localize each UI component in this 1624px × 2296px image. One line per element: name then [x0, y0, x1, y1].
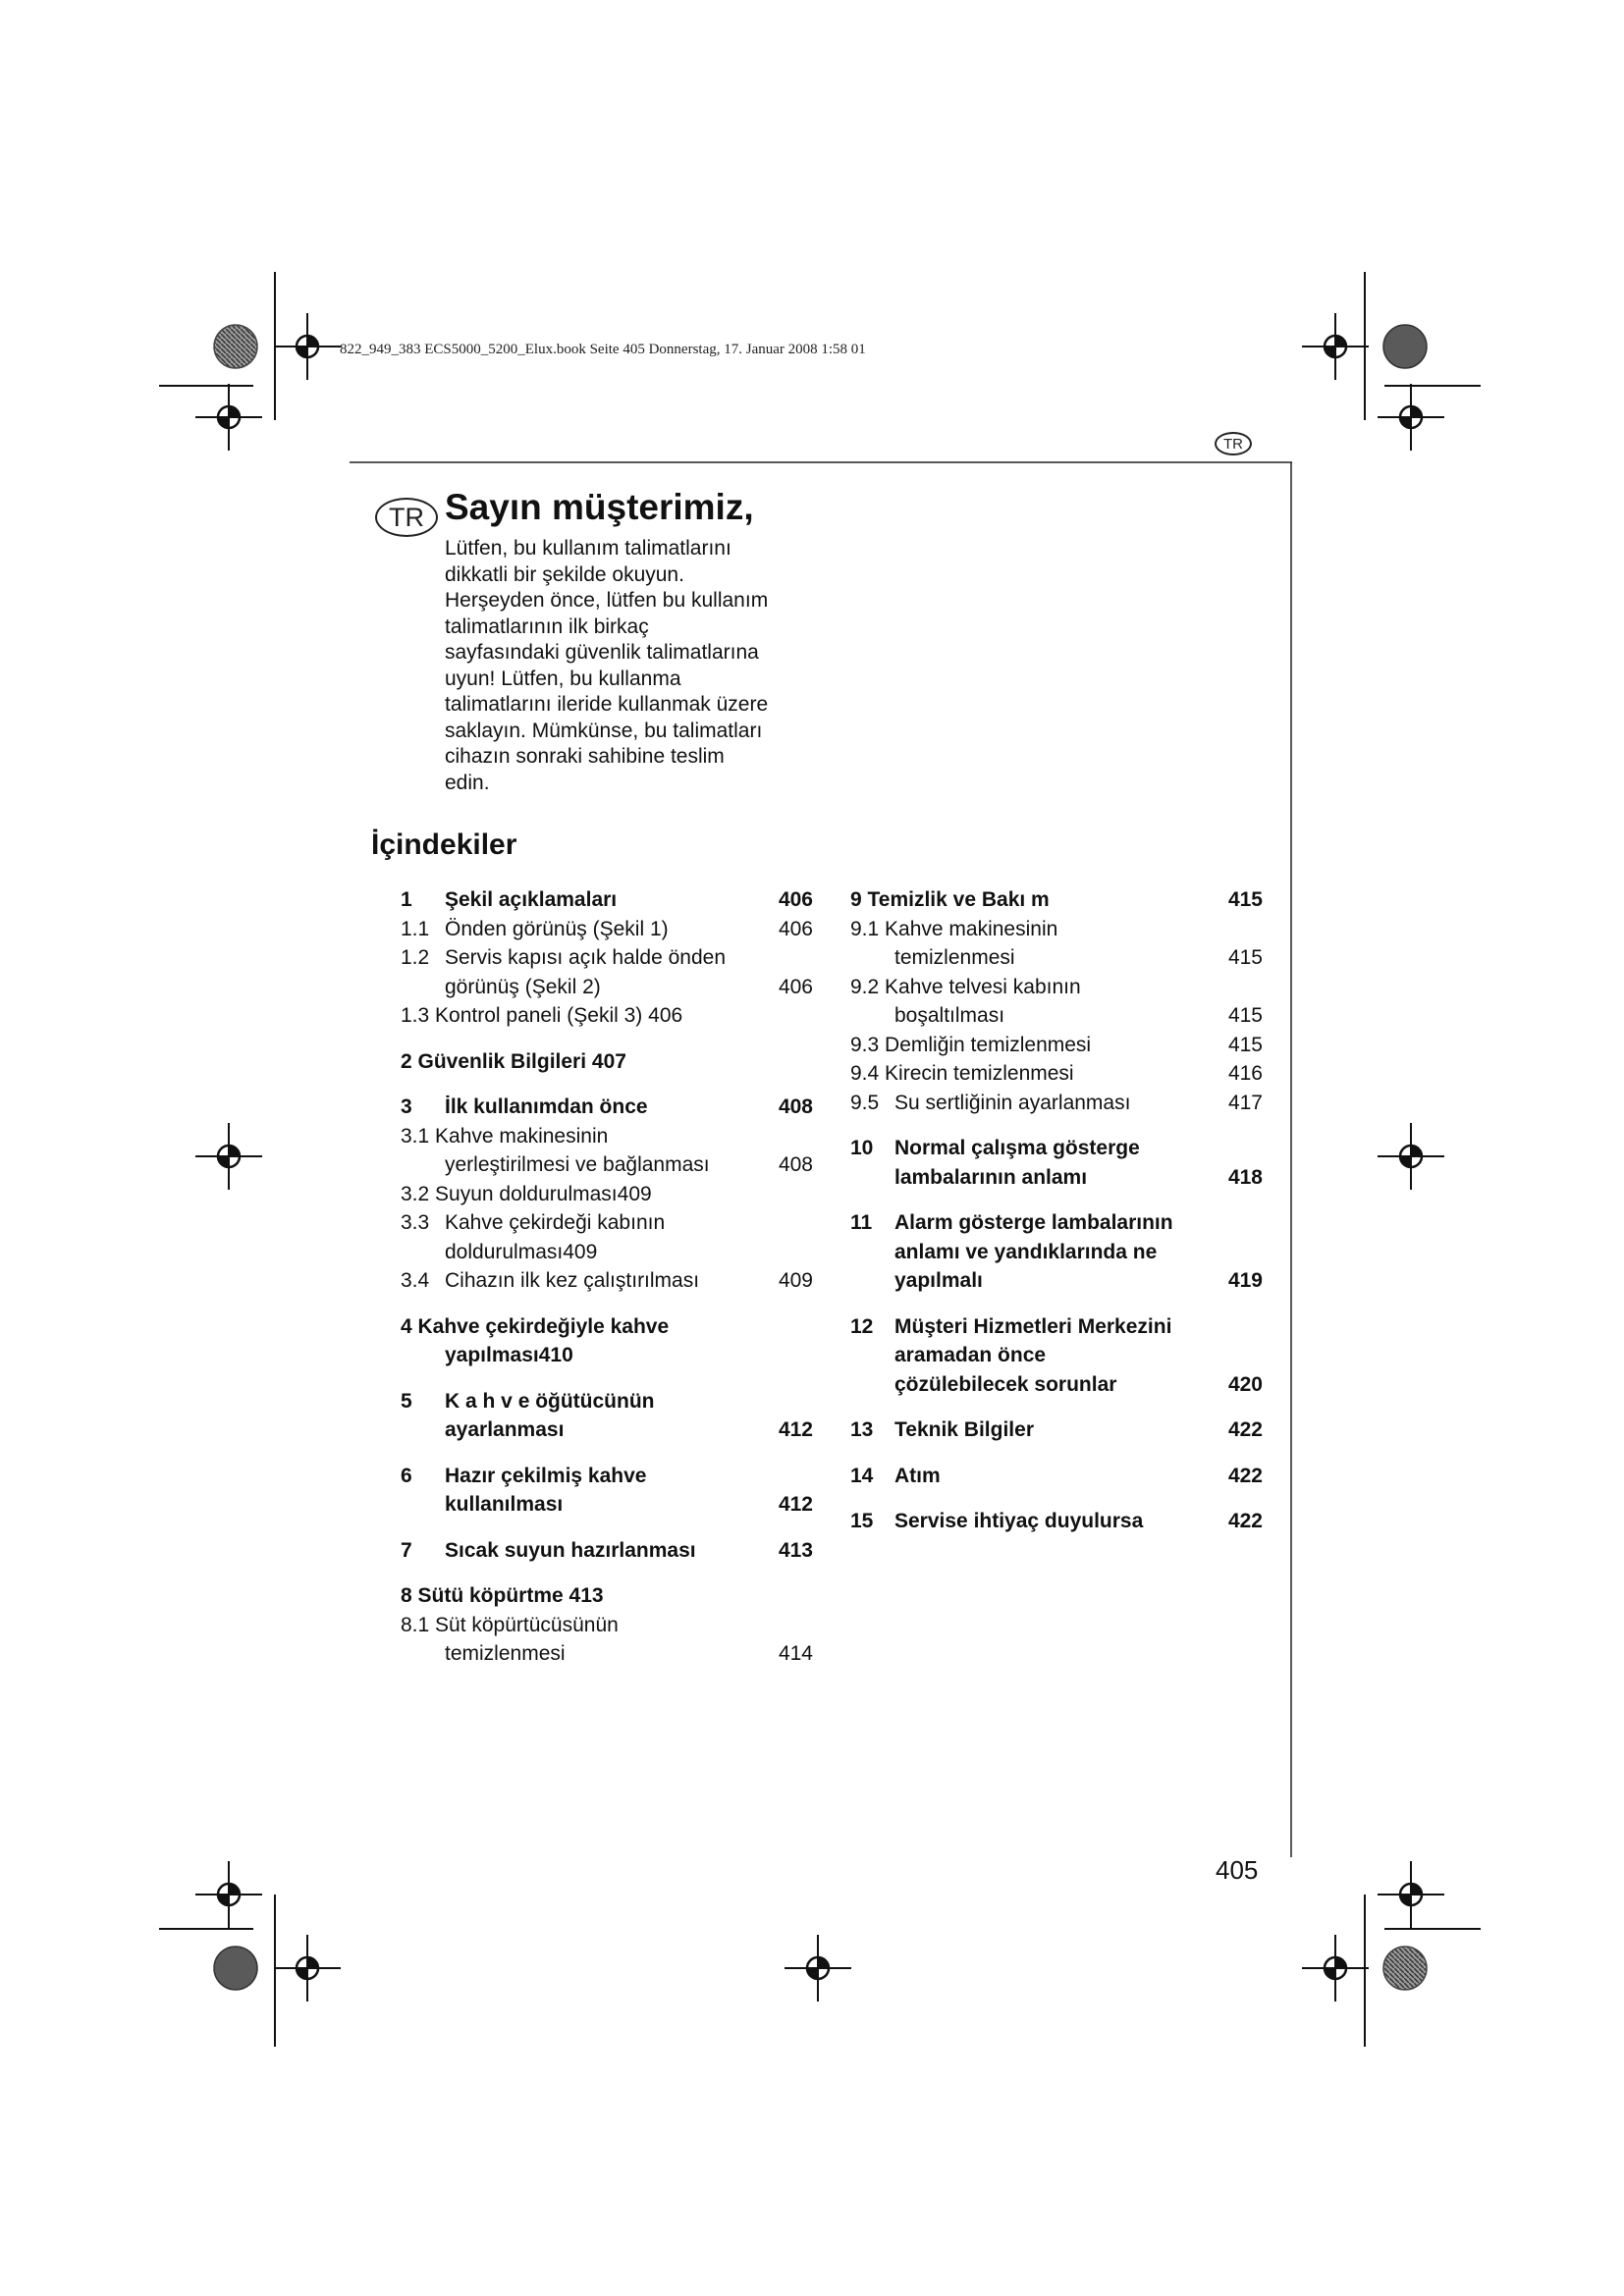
- toc-entry-text: 8.1 Süt köpürtücüsünün: [401, 1613, 619, 1636]
- toc-entry-line: [401, 1122, 813, 1151]
- toc-entry-line: [850, 973, 1263, 1002]
- toc-entry-line: [850, 1163, 1263, 1193]
- toc-entry-line: [850, 1415, 1263, 1445]
- toc-entry-page: 406: [778, 917, 813, 940]
- toc-entry-page: 422: [1227, 1418, 1263, 1441]
- toc-entry-number: 15: [850, 1510, 874, 1532]
- toc-entry-line: [401, 915, 813, 944]
- toc-entry: [850, 1341, 1263, 1370]
- registration-target-icon: [1378, 384, 1444, 451]
- toc-entry-text: Şekil açıklamaları: [445, 888, 618, 911]
- page-number: 405: [1216, 1855, 1259, 1885]
- toc-entry-text: 9.1 Kahve makinesinin: [850, 917, 1058, 940]
- toc-entry: [401, 1238, 813, 1267]
- greeting-line: dikkatli bir şekilde okuyun.: [445, 562, 684, 586]
- toc-entry: [850, 1134, 1263, 1163]
- toc-entry-line: [850, 885, 1263, 915]
- greeting-title: Sayın müşterimiz,: [445, 487, 754, 527]
- registration-disc-icon: [214, 1947, 257, 1990]
- toc-entry-line: [401, 1639, 813, 1669]
- toc-entry-text: yapılması410: [445, 1344, 573, 1366]
- toc-entry: [401, 1150, 813, 1180]
- toc-entry: [401, 1581, 813, 1611]
- toc-entry-text: boşaltılması: [894, 1004, 1005, 1027]
- toc-entry-page: 409: [778, 1269, 813, 1292]
- registration-target-icon: [195, 1861, 262, 1928]
- toc-entry: [401, 1639, 813, 1669]
- greeting-line: sayfasındaki güvenlik talimatlarına: [445, 641, 759, 664]
- registration-target-icon: [1378, 1861, 1444, 1928]
- toc-entry-line: [850, 1001, 1263, 1031]
- toc-entry: [850, 1089, 1263, 1118]
- toc-entry-number: 3.4: [401, 1269, 430, 1292]
- toc-entry-line: [401, 1536, 813, 1566]
- greeting-line: talimatlarının ilk birkaç: [445, 614, 649, 638]
- toc-entry: [401, 1122, 813, 1151]
- registration-disc-icon: [214, 325, 257, 368]
- toc-entry-line: [401, 1490, 813, 1520]
- toc-entry-page: 412: [778, 1493, 813, 1516]
- toc-entry-number: 9.5: [850, 1091, 880, 1114]
- toc-entry-page: 422: [1227, 1464, 1263, 1487]
- toc-entry-page: 415: [1227, 1004, 1263, 1027]
- toc-entry-text: Normal çalışma gösterge: [894, 1137, 1140, 1159]
- toc-entry-line: [401, 1047, 813, 1077]
- toc-entry: [850, 1208, 1263, 1238]
- registration-target-icon: [1302, 1935, 1369, 2002]
- toc-entry-page: 414: [778, 1642, 813, 1665]
- toc-entry: [401, 943, 813, 973]
- toc-entry-text: anlamı ve yandıklarında ne: [894, 1240, 1158, 1263]
- toc-entry-text: 4 Kahve çekirdeğiyle kahve: [401, 1314, 670, 1338]
- toc-entry-text: Cihazın ilk kez çalıştırılması: [445, 1269, 700, 1292]
- registration-target-icon: [195, 1123, 262, 1190]
- toc-entry-text: Atım: [894, 1464, 941, 1487]
- print-header: 822_949_383 ECS5000_5200_Elux.book Seite 405 Donnerstag, 17. Januar 2008 1:58 01: [340, 342, 866, 357]
- toc-entry-text: Alarm gösterge lambalarının: [894, 1211, 1173, 1234]
- toc-entry-page: 419: [1227, 1269, 1263, 1292]
- toc-entry-text: Servise ihtiyaç duyulursa: [894, 1510, 1144, 1532]
- toc-entry-text: 9 Temizlik ve Bakı m: [850, 888, 1050, 911]
- registration-disc-icon: [1383, 325, 1427, 368]
- toc-entry-number: 6: [401, 1464, 412, 1487]
- toc-entry: [401, 1490, 813, 1520]
- toc-entry: [850, 1266, 1263, 1296]
- toc-entry-text: Müşteri Hizmetleri Merkezini: [894, 1314, 1172, 1338]
- toc-entry-page: 418: [1227, 1165, 1263, 1189]
- toc-entry-line: [850, 1266, 1263, 1296]
- toc-entry: [850, 1163, 1263, 1193]
- toc-entry-line: [850, 1208, 1263, 1238]
- toc-entry-line: [850, 1370, 1263, 1400]
- toc-entry-text: Sıcak suyun hazırlanması: [445, 1538, 696, 1562]
- toc-entry-line: [850, 1089, 1263, 1118]
- toc-entry: [401, 915, 813, 944]
- toc-entry-page: 412: [778, 1418, 813, 1441]
- toc-entry-page: 408: [778, 1153, 813, 1176]
- toc-left-column: [401, 885, 813, 1669]
- greeting-line: cihazın sonraki sahibine teslim: [445, 745, 725, 768]
- toc-entry-text: 3.2 Suyun doldurulması409: [401, 1182, 652, 1205]
- toc-entry: [401, 1387, 813, 1416]
- toc-entry-number: 11: [850, 1211, 873, 1234]
- toc-entry: [401, 1341, 813, 1370]
- toc-entry-page: 415: [1227, 888, 1263, 911]
- toc-entry: [401, 1312, 813, 1342]
- toc-entry: [401, 1415, 813, 1445]
- toc-entry-text: lambalarının anlamı: [894, 1165, 1088, 1189]
- toc-entry-line: [850, 915, 1263, 944]
- toc-entry: [401, 1047, 813, 1077]
- toc-entry-page: 406: [778, 888, 813, 911]
- toc-entry: [401, 1001, 813, 1031]
- toc-entry-text: temizlenmesi: [894, 946, 1015, 969]
- toc-entry: [401, 1208, 813, 1238]
- toc-entry-line: [850, 1507, 1263, 1536]
- toc-entry-number: 5: [401, 1389, 412, 1413]
- toc-entry-text: yerleştirilmesi ve bağlanması: [445, 1153, 710, 1176]
- registration-disc-icon: [1383, 1947, 1427, 1990]
- toc-entry: [850, 915, 1263, 944]
- toc-entry-number: 3: [401, 1095, 412, 1118]
- toc-entry-text: Servis kapısı açık halde önden: [445, 946, 727, 969]
- toc-right-column: [850, 885, 1263, 1536]
- toc-entry-text: ayarlanması: [445, 1418, 565, 1441]
- greeting-line: Lütfen, bu kullanım talimatlarını: [445, 537, 731, 560]
- registration-target-icon: [195, 384, 262, 451]
- toc-entry: [401, 885, 813, 915]
- toc-entry-page: 422: [1227, 1510, 1263, 1532]
- toc-entry: [850, 973, 1263, 1002]
- toc-entry-line: [850, 1312, 1263, 1342]
- toc-entry-line: [401, 1093, 813, 1122]
- toc-entry-page: 415: [1227, 1033, 1263, 1056]
- toc-entry-page: 416: [1227, 1062, 1263, 1085]
- toc-entry-line: [401, 1341, 813, 1370]
- toc-entry-text: Teknik Bilgiler: [894, 1418, 1034, 1441]
- toc-entry-line: [401, 1266, 813, 1296]
- toc-entry-line: [401, 1312, 813, 1342]
- registration-target-icon: [785, 1935, 851, 2002]
- toc-entry-text: kullanılması: [445, 1493, 564, 1516]
- toc-entry-text: temizlenmesi: [445, 1642, 566, 1665]
- toc-entry: [850, 1238, 1263, 1267]
- toc-entry: [850, 885, 1263, 915]
- toc-entry-line: [850, 1134, 1263, 1163]
- toc-entry-line: [401, 1001, 813, 1031]
- toc-entry-page: 408: [778, 1095, 813, 1118]
- toc-entry-line: [401, 973, 813, 1002]
- registration-target-icon: [274, 313, 341, 380]
- toc-entry-number: 10: [850, 1137, 874, 1159]
- toc-entry-line: [401, 1208, 813, 1238]
- toc-title: İçindekiler: [371, 828, 517, 861]
- toc-entry: [850, 943, 1263, 973]
- toc-entry-page: 420: [1227, 1372, 1263, 1396]
- toc-entry: [401, 1093, 813, 1122]
- toc-entry-text: 8 Sütü köpürtme 413: [401, 1584, 604, 1607]
- toc-entry-line: [401, 885, 813, 915]
- language-badge: TR: [1215, 432, 1252, 455]
- toc-entry-text: Önden görünüş (Şekil 1): [445, 917, 669, 940]
- toc-entry-line: [401, 1581, 813, 1611]
- registration-target-icon: [1378, 1123, 1444, 1190]
- toc-entry-page: 406: [778, 975, 813, 998]
- toc-entry-line: [850, 1059, 1263, 1089]
- toc-entry-line: [850, 1462, 1263, 1491]
- toc-entry: [401, 1180, 813, 1209]
- toc-entry: [850, 1462, 1263, 1491]
- greeting-line: talimatlarını ileride kullanmak üzere: [445, 693, 769, 716]
- greeting-line: uyun! Lütfen, bu kullanma: [445, 667, 681, 690]
- toc-entry-text: doldurulması409: [445, 1240, 598, 1263]
- toc-entry-line: [850, 943, 1263, 973]
- toc-entry-number: 7: [401, 1538, 412, 1562]
- toc-entry-number: 1: [401, 888, 412, 911]
- toc-entry-page: 417: [1227, 1091, 1263, 1114]
- registration-target-icon: [274, 1935, 341, 2002]
- toc-entry-line: [401, 1387, 813, 1416]
- toc-entry: [850, 1370, 1263, 1400]
- toc-entry-text: 9.2 Kahve telvesi kabının: [850, 975, 1081, 998]
- toc-entry-line: [401, 943, 813, 973]
- toc-entry-text: yapılmalı: [894, 1269, 983, 1292]
- toc-entry: [401, 1536, 813, 1566]
- registration-target-icon: [1302, 313, 1369, 380]
- toc-entry-number: 14: [850, 1464, 874, 1487]
- greeting-line: edin.: [445, 771, 490, 794]
- toc-entry: [850, 1415, 1263, 1445]
- language-badge-large: TR: [375, 498, 438, 537]
- toc-entry-line: [850, 1238, 1263, 1267]
- toc-entry-text: 3.1 Kahve makinesinin: [401, 1124, 609, 1148]
- toc-entry-line: [401, 1180, 813, 1209]
- toc-entry-text: aramadan önce: [894, 1344, 1047, 1366]
- toc-entry: [850, 1059, 1263, 1089]
- toc-entry-line: [401, 1462, 813, 1491]
- toc-entry: [850, 1312, 1263, 1342]
- toc-entry-number: 12: [850, 1314, 874, 1338]
- toc-entry-text: 2 Güvenlik Bilgileri 407: [401, 1049, 626, 1073]
- toc-entry-text: 1.3 Kontrol paneli (Şekil 3) 406: [401, 1004, 683, 1027]
- toc-entry-line: [401, 1238, 813, 1267]
- toc-entry-line: [401, 1150, 813, 1180]
- toc-entry: [401, 1462, 813, 1491]
- toc-entry-text: görünüş (Şekil 2): [445, 975, 601, 998]
- toc-entry-text: 9.4 Kirecin temizlenmesi: [850, 1062, 1074, 1085]
- toc-entry-text: Su sertliğinin ayarlanması: [894, 1091, 1131, 1114]
- toc-entry: [850, 1507, 1263, 1536]
- greeting-line: Herşeyden önce, lütfen bu kullanım: [445, 589, 769, 612]
- toc-entry-number: 1.2: [401, 946, 430, 969]
- toc-entry: [401, 1266, 813, 1296]
- toc-entry-text: Hazır çekilmiş kahve: [445, 1464, 647, 1487]
- toc-entry-number: 13: [850, 1418, 874, 1441]
- toc-entry-text: K a h v e öğütücünün: [445, 1389, 655, 1413]
- toc-entry-page: 415: [1227, 946, 1263, 969]
- toc-entry: [850, 1031, 1263, 1060]
- toc-entry-number: 1.1: [401, 917, 430, 940]
- toc-entry: [401, 973, 813, 1002]
- greeting-text: [445, 536, 818, 796]
- toc-entry-text: 9.3 Demliğin temizlenmesi: [850, 1033, 1092, 1056]
- toc-entry-line: [401, 1415, 813, 1445]
- toc-entry-line: [850, 1031, 1263, 1060]
- toc-entry-page: 413: [778, 1538, 813, 1562]
- toc-entry: [850, 1001, 1263, 1031]
- toc-entry-text: çözülebilecek sorunlar: [894, 1372, 1117, 1396]
- toc-entry-number: 3.3: [401, 1211, 430, 1234]
- toc-entry-line: [401, 1611, 813, 1640]
- toc-entry-text: İlk kullanımdan önce: [445, 1095, 648, 1118]
- greeting-line: saklayın. Mümkünse, bu talimatları: [445, 719, 763, 742]
- toc-entry: [401, 1611, 813, 1640]
- toc-entry-line: [850, 1341, 1263, 1370]
- toc-entry-text: Kahve çekirdeği kabının: [445, 1211, 666, 1234]
